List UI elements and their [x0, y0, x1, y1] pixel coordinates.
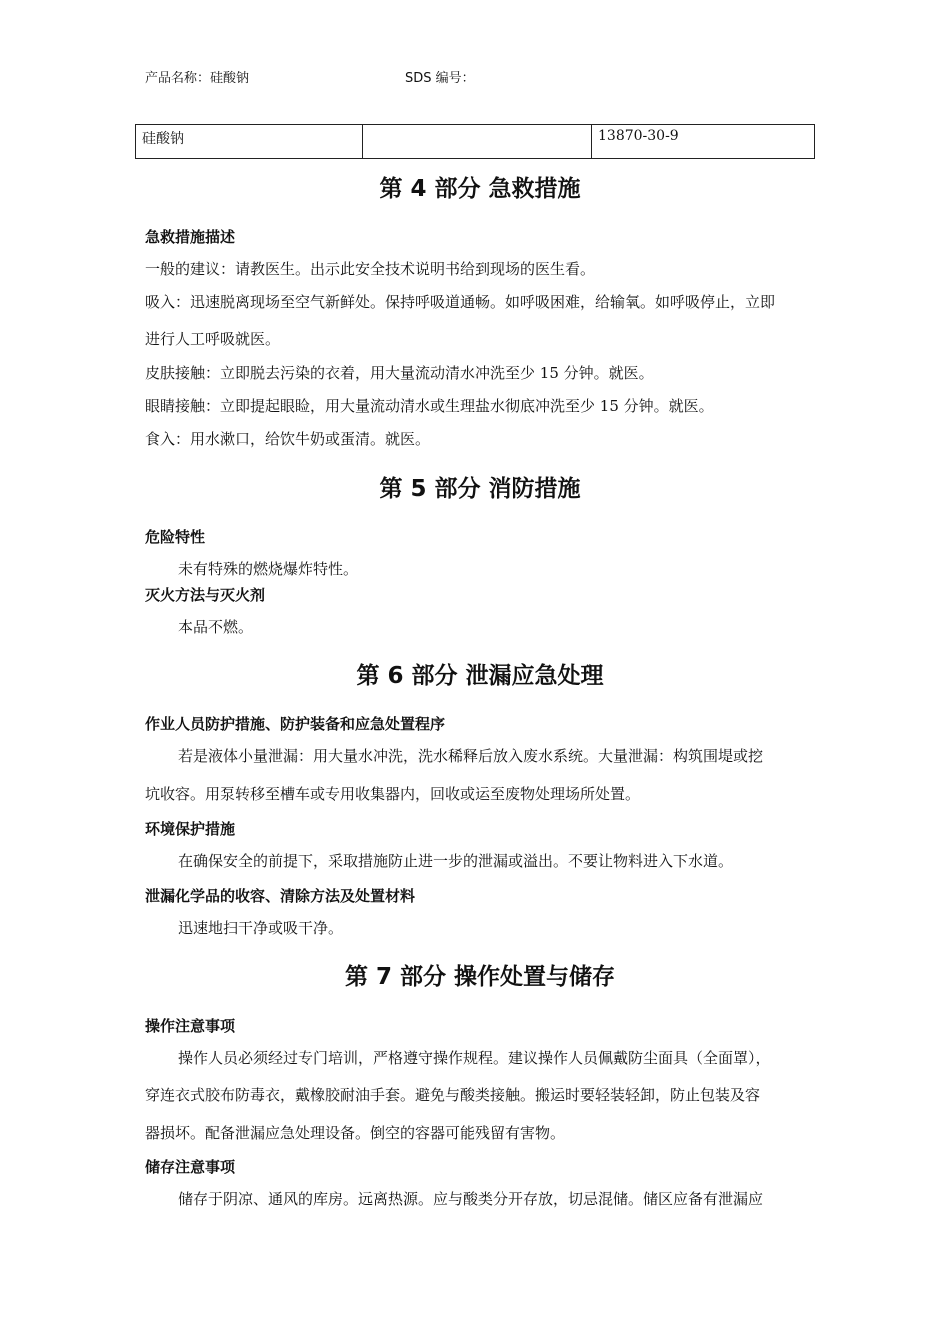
- storage-text: 储存于阴凉、通风的库房。远离热源。应与酸类分开存放，切忌混储。储区应备有泄漏应: [178, 1190, 764, 1208]
- environmental-heading: 环境保护措施: [145, 820, 236, 838]
- hazard-characteristics-text: 未有特殊的燃烧爆炸特性。: [178, 560, 359, 578]
- section-6-title: 第 6 部分 泄漏应急处理: [356, 663, 604, 689]
- first-aid-general: 一般的建议：请教医生。出示此安全技术说明书给到现场的医生看。: [145, 260, 596, 278]
- containment-heading: 泄漏化学品的收容、清除方法及处置材料: [145, 887, 416, 905]
- first-aid-eyes: 眼睛接触：立即提起眼睑，用大量流动清水或生理盐水彻底冲洗至少 15 分钟。就医。: [145, 397, 714, 415]
- extinguishing-text: 本品不燃。: [178, 618, 254, 636]
- handling-text-cont-2: 器损坏。配备泄漏应急处理设备。倒空的容器可能残留有害物。: [145, 1124, 566, 1142]
- leak-handling-text: 若是液体小量泄漏：用大量水冲洗，洗水稀释后放入废水系统。大量泄漏：构筑围堤或挖: [178, 747, 764, 765]
- handling-heading: 操作注意事项: [145, 1017, 236, 1035]
- hazard-characteristics-heading: 危险特性: [145, 528, 206, 546]
- component-middle-cell: [363, 125, 592, 159]
- section-5-title: 第 5 部分 消防措施: [379, 476, 581, 502]
- first-aid-inhalation: 吸入：迅速脱离现场至空气新鲜处。保持呼吸道通畅。如呼吸困难，给输氧。如呼吸停止，立即: [145, 293, 776, 311]
- section-4-subheading: 急救措施描述: [145, 228, 236, 246]
- component-name-cell: 硅酸钠: [136, 125, 363, 159]
- composition-table: [135, 124, 815, 159]
- first-aid-ingestion: 食入：用水漱口，给饮牛奶或蛋清。就医。: [145, 430, 431, 448]
- handling-text: 操作人员必须经过专门培训，严格遵守操作规程。建议操作人员佩戴防尘面具（全面罩），: [178, 1049, 771, 1067]
- section-7-title: 第 7 部分 操作处置与储存: [344, 964, 616, 990]
- storage-heading: 储存注意事项: [145, 1158, 236, 1176]
- first-aid-inhalation-cont: 进行人工呼吸就医。: [145, 330, 281, 348]
- sds-number-header: SDS 编号：: [405, 71, 475, 86]
- table-row: [136, 125, 815, 159]
- environmental-text: 在确保安全的前提下，采取措施防止进一步的泄漏或溢出。不要让物料进入下水道。: [178, 852, 734, 870]
- personnel-protection-heading: 作业人员防护措施、防护装备和应急处置程序: [145, 715, 446, 733]
- leak-handling-text-cont: 坑收容。用泵转移至槽车或专用收集器内，回收或运至废物处理场所处置。: [145, 785, 641, 803]
- handling-text-cont-1: 穿连衣式胶布防毒衣，戴橡胶耐油手套。避免与酸类接触。搬运时要轻装轻卸，防止包装及容: [145, 1086, 761, 1104]
- section-4-title: 第 4 部分 急救措施: [379, 176, 581, 202]
- cas-number-cell: 13870-30-9: [592, 125, 815, 159]
- containment-text: 迅速地扫干净或吸干净。: [178, 919, 344, 937]
- extinguishing-heading: 灭火方法与灭火剂: [145, 586, 266, 604]
- product-name-header: 产品名称：硅酸钠: [145, 71, 250, 86]
- first-aid-skin: 皮肤接触：立即脱去污染的衣着，用大量流动清水冲洗至少 15 分钟。就医。: [145, 364, 654, 382]
